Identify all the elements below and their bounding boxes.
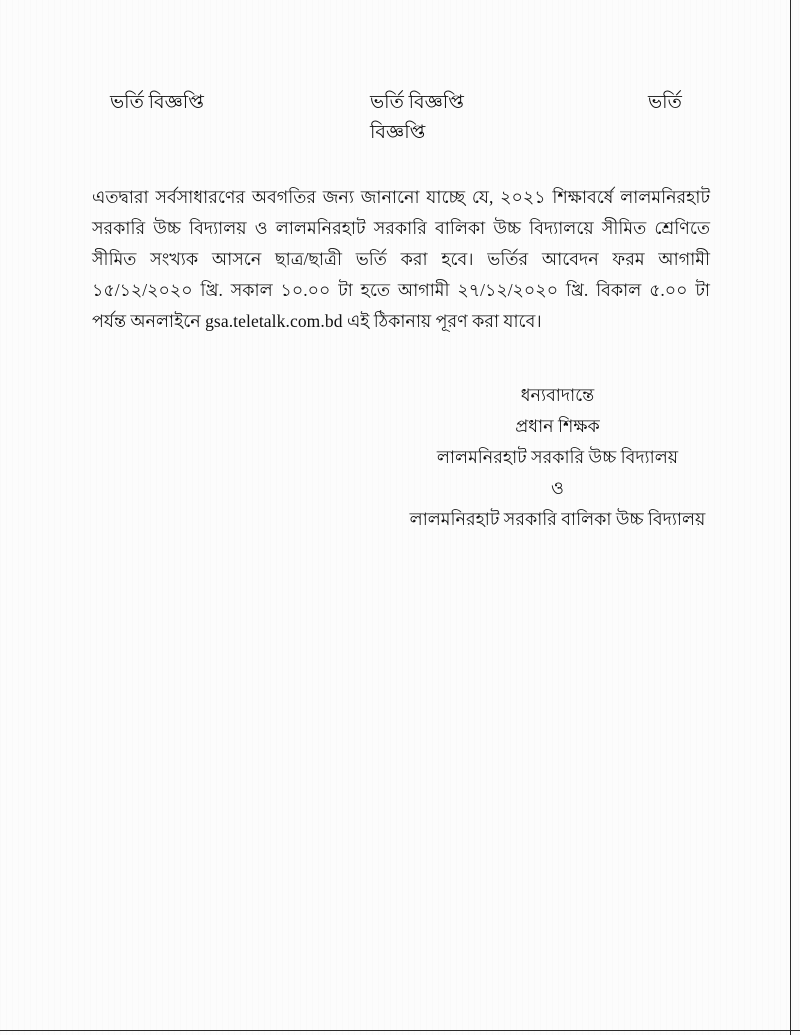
signature-closing: ধন্যবাদান্তে: [520, 385, 595, 405]
page-right-edge-line: [790, 0, 791, 1035]
signature-conjunction: ও: [551, 478, 564, 498]
notice-title-right: ভর্তি: [648, 92, 682, 113]
signature-school-two: লালমনিরহাট সরকারি বালিকা উচ্চ বিদ্যালয়: [409, 509, 706, 529]
signature-block: [380, 380, 735, 535]
signature-school-one: লালমনিরহাট সরকারি উচ্চ বিদ্যালয়: [436, 447, 679, 467]
notice-title-left: ভর্তি বিজ্ঞপ্তি: [110, 92, 204, 113]
application-url: gsa.teletalk.com.bd: [205, 311, 343, 331]
notice-header-row: [92, 88, 712, 158]
page-bottom-edge-line: [0, 1030, 800, 1031]
notice-title-center: ভর্তি বিজ্ঞপ্তি বিজ্ঞপ্তি: [370, 92, 464, 143]
notice-body-text-before-url: এতদ্বারা সর্বসাধারণের অবগতির জন্য জানানো যাচ্ছে যে, ২০২১ শিক্ষাবর্ষে লালমনিরহাট সরকারি উচ্চ বিদ্যালয় ও লালমনিরহাট সরকারি বালিকা উচ্চ বিদ্যালয়ে সীমিত শ্রেণিতে সীমিত সংখ্যক আসনে ছাত্র/ছাত্রী ভর্তি করা হবে। ভর্তির আবেদন ফরম আগামী ১৫/১২/২০২০ খ্রি. সকাল ১০.০০ টা হতে আগামী ২৭/১২/২০২০ খ্রি. বিকাল ৫.০০ টা পর্যন্ত অনলাইনে: [92, 187, 710, 331]
signature-designation: প্রধান শিক্ষক: [515, 416, 600, 436]
notice-body-text-after-url: এই ঠিকানায় পূরণ করা যাবে।: [342, 311, 542, 331]
notice-body-paragraph: [92, 182, 710, 337]
